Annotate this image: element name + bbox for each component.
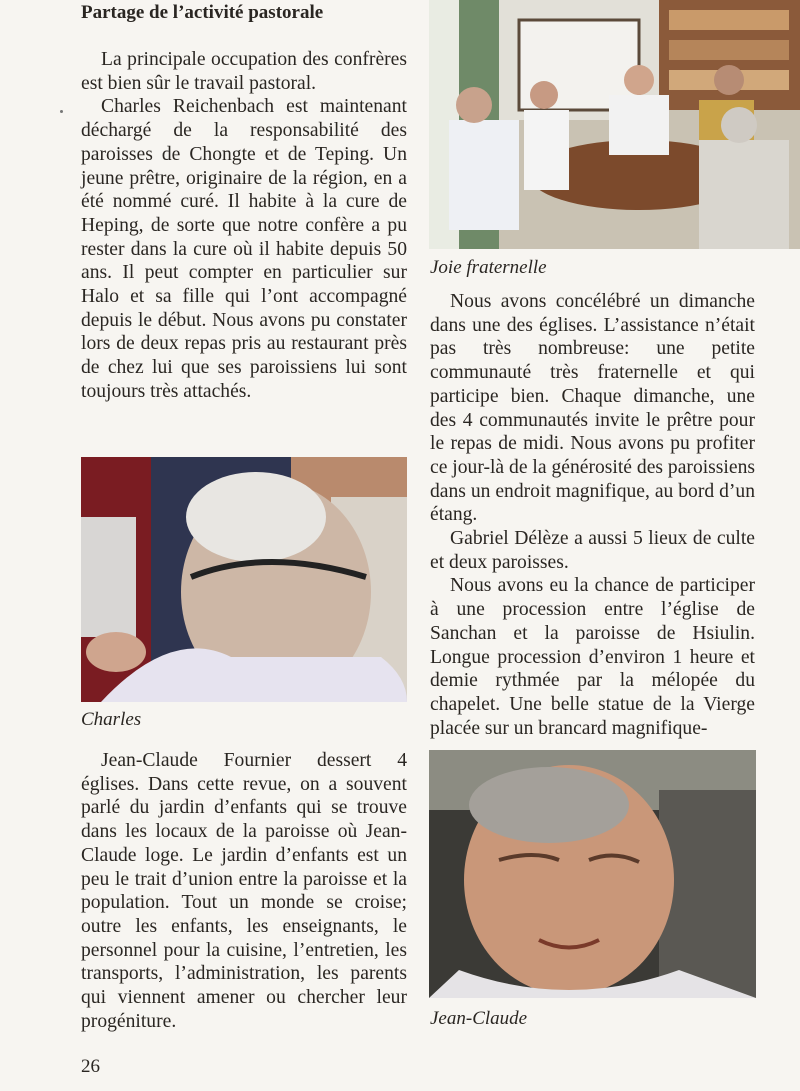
joie-fraternelle-caption: Joie fraternelle	[430, 257, 547, 278]
paragraph: Gabriel Délèze a aussi 5 lieux de culte et deux paroisses.	[430, 528, 755, 573]
paragraph: Nous avons eu la chance de participer à une procession entre l’église de Sanchan et la paroisse de Hsiulin. Longue procession d’environ 1 heure et demie rythmée par la mélopée du chapelet. Une belle statue de la Vierge placée sur un brancard magnifique-	[430, 575, 755, 739]
jean-claude-caption: Jean-Claude	[430, 1008, 528, 1029]
joie-fraternelle-photo	[429, 0, 800, 249]
left-column-top	[81, 48, 407, 404]
section-heading: Partage de l’activité pastorale	[81, 2, 324, 23]
paragraph: La principale occupation des confrères est bien sûr le travail pastoral.	[81, 49, 407, 94]
jean-claude-photo	[429, 750, 756, 998]
left-column-bottom	[81, 749, 407, 1033]
margin-mark	[60, 110, 63, 113]
charles-caption: Charles	[81, 709, 142, 730]
page-number: 26	[81, 1056, 100, 1077]
paragraph: Jean-Claude Fournier dessert 4 églises. Dans cette revue, on a souvent parlé du jardin d’enfants qui se trouve dans les locaux de la paroisse où Jean-Claude loge. Le jardin d’enfants est un peu le trait d’union entre la paroisse et la population. Tout un monde se croise; outre les enfants, les enseignants, le personnel pour la cuisine, l’entretien, les transports, l’administration, les parents qui viennent amener ou chercher leur progéniture.	[81, 750, 407, 1032]
paragraph: Charles Reichenbach est maintenant déchargé de la responsabilité des paroisses de Chongte et de Teping. Un jeune prêtre, originaire de la région, en a été nommé curé. Il habite à la cure de Heping, de sorte que notre confère a pu rester dans la cure où il habite depuis 50 ans. Il peut compter en particulier sur Halo et sa fille qui l’ont accompagné depuis le début. Nous avons pu constater lors de deux repas pris au restaurant près de chez lui que ses paroissiens lui sont toujours très attachés.	[81, 96, 407, 402]
right-column	[430, 290, 755, 740]
paragraph: Nous avons concélébré un dimanche dans une des églises. L’assistance n’était pas très nombreuse: une petite communauté très fraternelle et qui participe bien. Chaque dimanche, une des 4 communautés invite le prêtre pour le repas de midi. Nous avons pu profiter ce jour-là de la générosité des paroissiens dans un endroit magnifique, au bord d’un étang.	[430, 291, 755, 526]
charles-photo	[81, 457, 407, 702]
